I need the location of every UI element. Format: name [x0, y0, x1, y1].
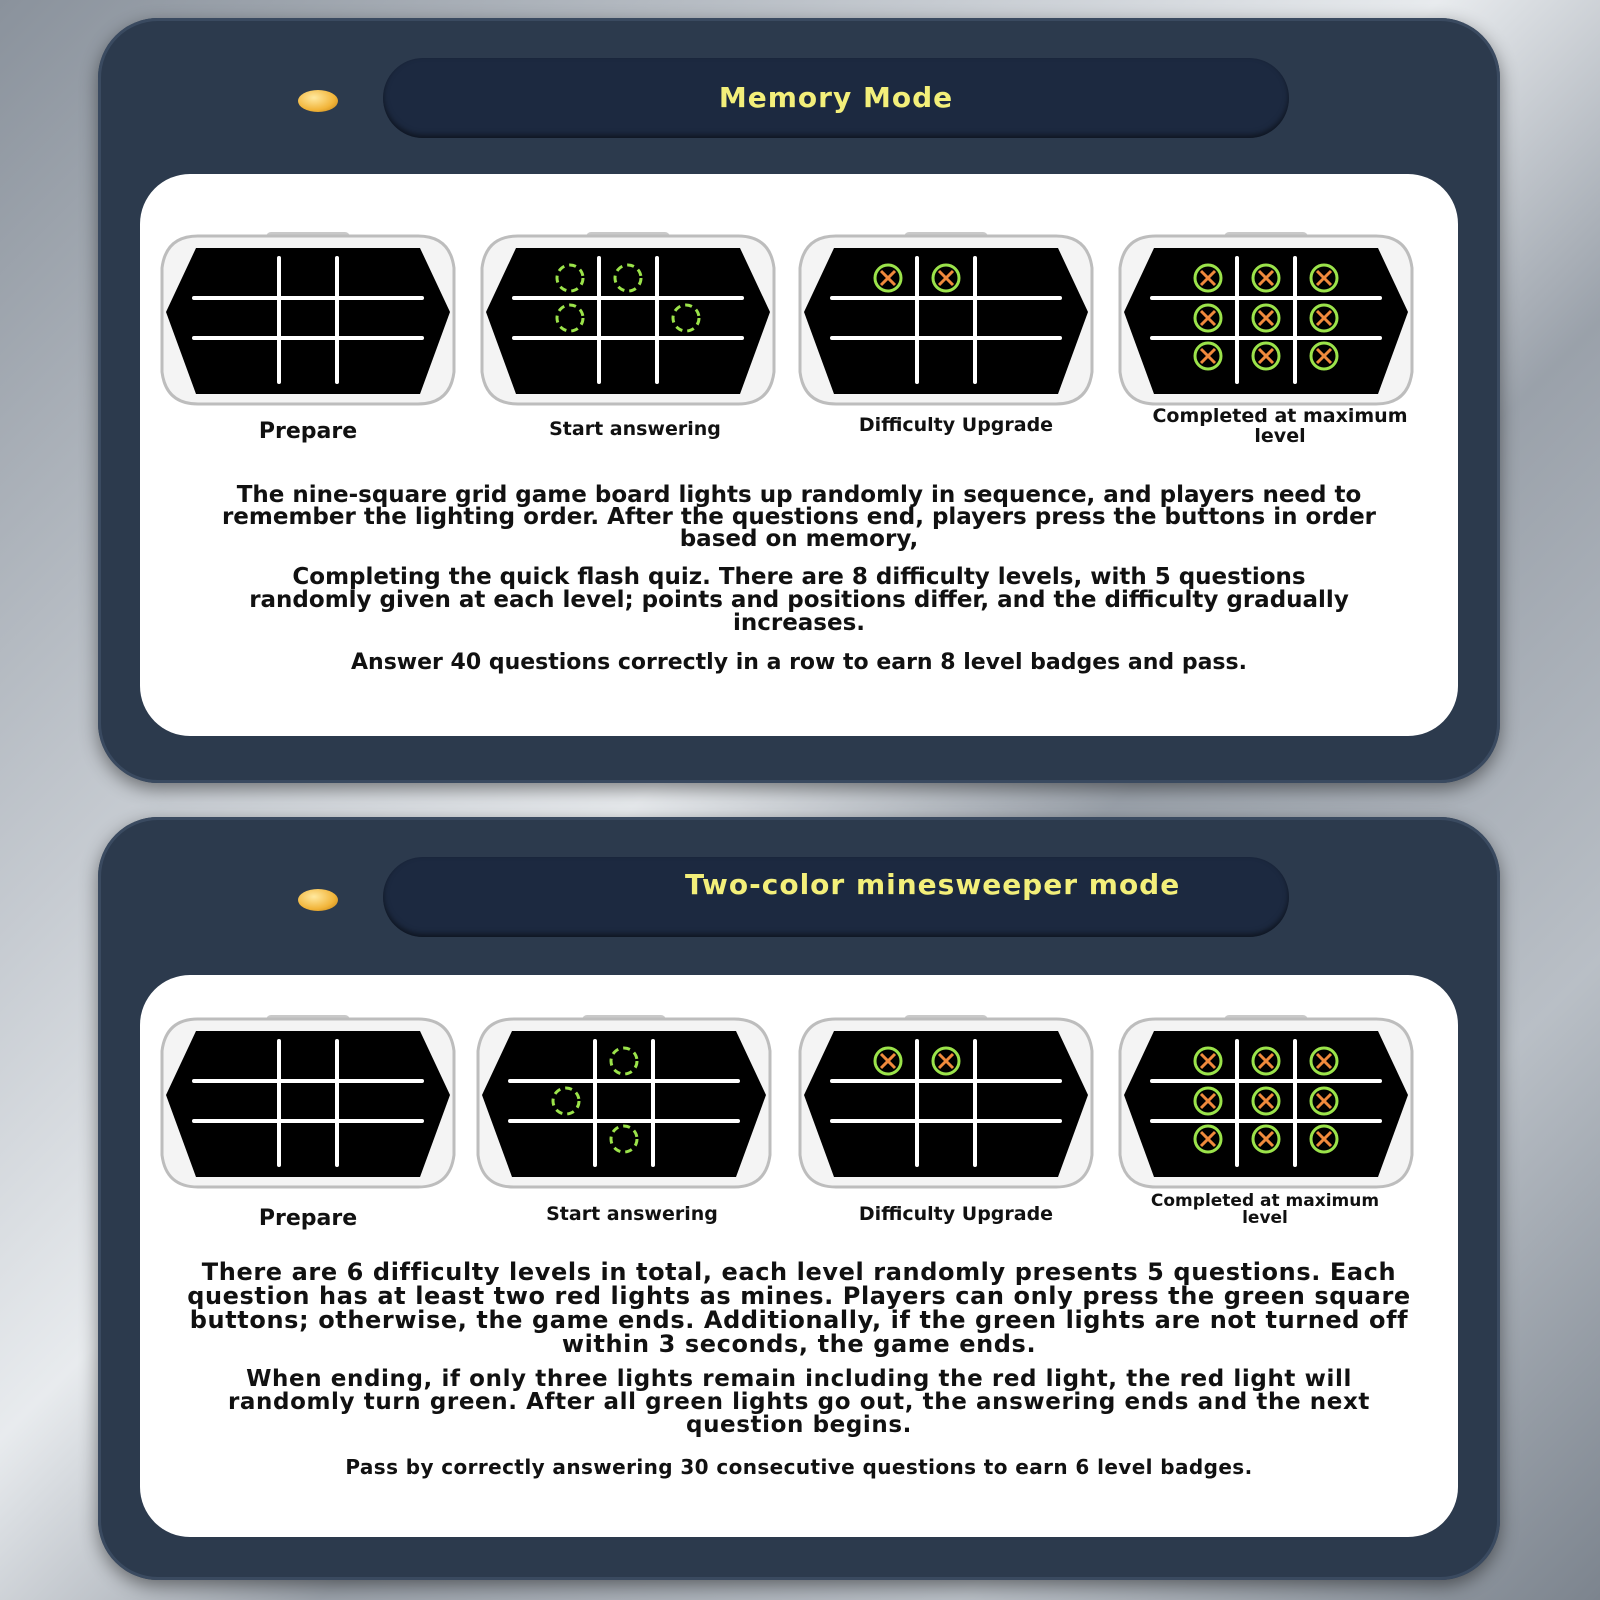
stage-row	[140, 232, 1458, 447]
stage-label-start: Start answering	[549, 418, 721, 440]
paragraph: Pass by correctly answering 30 consecutive questions to earn 6 level badges.	[345, 1455, 1253, 1479]
panel-title: Two-color minesweeper mode	[685, 868, 1181, 901]
minesweeper-mode-panel	[98, 817, 1500, 1580]
board-screen	[804, 248, 1088, 394]
board-prepare	[158, 1015, 458, 1191]
board-start-answering	[474, 1015, 774, 1191]
board-screen	[1124, 248, 1408, 394]
stage-label-start: Start answering	[546, 1203, 718, 1225]
panel-title: Memory Mode	[718, 81, 954, 114]
board-screen	[482, 1031, 766, 1177]
board-screen	[804, 1031, 1088, 1177]
description	[180, 484, 1418, 675]
board-difficulty-upgrade	[796, 1015, 1096, 1191]
stage-label-completed: Completed at maximum level	[1150, 1191, 1380, 1228]
board-start-answering	[478, 232, 778, 408]
paragraph: Answer 40 questions correctly in a row to earn 8 level badges and pass.	[351, 650, 1247, 675]
memory-mode-panel	[98, 18, 1500, 783]
instruction-card	[140, 174, 1458, 736]
board-screen	[166, 1031, 450, 1177]
board-screen	[1124, 1031, 1408, 1177]
board-screen	[486, 248, 770, 394]
title-pill	[383, 58, 1289, 138]
stage-row	[140, 1015, 1458, 1231]
instruction-card	[140, 975, 1458, 1537]
title-pill	[383, 857, 1289, 937]
stage-label-completed: Completed at maximum level	[1152, 405, 1408, 447]
paragraph: There are 6 difficulty levels in total, each level randomly presents 5 questions. Each question has at least two red lights as mines. Players can only press the green square buttons; otherwise, the game ends. Additionally, if the green lights are not turned off within 3 seconds, the game ends.	[187, 1258, 1411, 1358]
board-completed	[1116, 1015, 1416, 1191]
stage-label-prepare: Prepare	[258, 1206, 358, 1231]
indicator-dot	[298, 889, 338, 911]
indicator-dot	[298, 90, 338, 112]
paragraph: Completing the quick flash quiz. There are 8 difficulty levels, with 5 questions randomly given at each level; points and positions differ, and the difficulty gradually increases.	[249, 564, 1349, 636]
description	[180, 1260, 1418, 1479]
stage-label-upgrade: Difficulty Upgrade	[858, 1203, 1054, 1225]
paragraph: When ending, if only three lights remain including the red light, the red light will randomly turn green. After all green lights go out, the answering ends and the next question begins.	[227, 1366, 1371, 1438]
stage-label-prepare: Prepare	[258, 419, 358, 444]
stage-label-upgrade: Difficulty Upgrade	[858, 414, 1054, 436]
board-completed	[1116, 232, 1416, 408]
board-difficulty-upgrade	[796, 232, 1096, 408]
paragraph: The nine-square grid game board lights up randomly in sequence, and players need to remember the lighting order. After the questions end, players press the buttons in order based on memory,	[221, 482, 1377, 552]
board-screen	[166, 248, 450, 394]
board-prepare	[158, 232, 458, 408]
